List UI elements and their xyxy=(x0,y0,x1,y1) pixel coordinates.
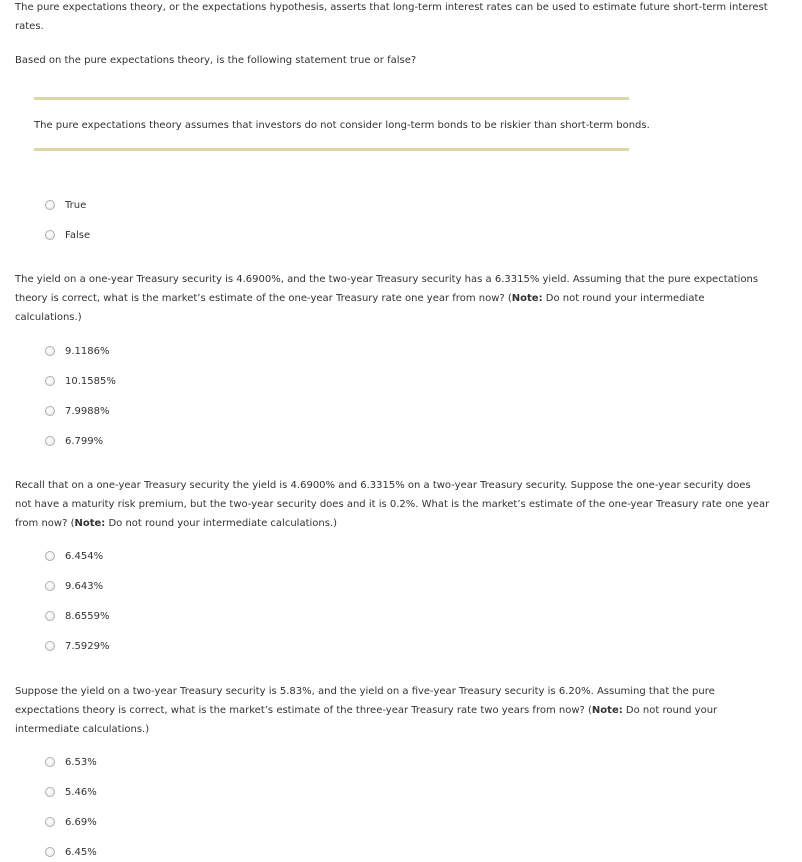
q4-line-3: intermediate calculations.) xyxy=(15,724,150,735)
q3-option-1[interactable] xyxy=(45,549,103,563)
q2-option-3[interactable] xyxy=(45,404,110,418)
q2-option-1[interactable] xyxy=(45,344,110,358)
radio-icon[interactable] xyxy=(45,847,55,857)
radio-icon[interactable] xyxy=(45,436,55,446)
radio-icon[interactable] xyxy=(45,551,55,561)
q2-prompt xyxy=(15,270,795,327)
q4-line-1: Suppose the yield on a two-year Treasury security is 5.83%, and the yield on a five-year Treasury security is 6.20%. Assuming that the pure xyxy=(15,686,715,697)
radio-icon[interactable] xyxy=(45,406,55,416)
q3-note-text: Do not round your intermediate calculations.) xyxy=(105,518,338,529)
option-label: 6.799% xyxy=(65,435,104,447)
option-label: 6.454% xyxy=(65,550,104,562)
q2-line-3: calculations.) xyxy=(15,312,82,323)
intro-line-1: The pure expectations theory, or the expectations hypothesis, asserts that long-term interest rates can be used to estimate future short-term interest xyxy=(15,2,768,13)
q4-line-2 xyxy=(15,701,795,720)
q4-prompt xyxy=(15,682,795,739)
q4-note-label: Note: xyxy=(591,705,623,716)
q3-option-2[interactable] xyxy=(45,579,103,593)
option-label: 6.53% xyxy=(65,756,97,768)
statement-bottom-divider xyxy=(34,148,629,151)
q2-note-label: Note: xyxy=(511,293,543,304)
radio-icon[interactable] xyxy=(45,581,55,591)
q3-line-2: not have a maturity risk premium, but the two-year security does and it is 0.2%. What is the market’s estimate of the one-year Treasury rate one year xyxy=(15,499,770,510)
radio-icon[interactable] xyxy=(45,757,55,767)
q3-line-3 xyxy=(15,514,800,533)
radio-icon[interactable] xyxy=(45,376,55,386)
radio-icon[interactable] xyxy=(45,230,55,240)
radio-icon[interactable] xyxy=(45,641,55,651)
option-label: 10.1585% xyxy=(65,375,116,387)
option-label: 7.9988% xyxy=(65,405,110,417)
q3-option-4[interactable] xyxy=(45,639,110,653)
option-label: 5.46% xyxy=(65,786,97,798)
q2-line-2-text: theory is correct, what is the market’s estimate of the one-year Treasury rate one year from now? ( xyxy=(15,293,512,304)
option-label: True xyxy=(65,199,87,211)
option-label: 6.45% xyxy=(65,846,97,858)
option-label: 8.6559% xyxy=(65,610,110,622)
option-label: 7.5929% xyxy=(65,640,110,652)
q1-option-true[interactable] xyxy=(45,198,86,212)
q2-option-2[interactable] xyxy=(45,374,116,388)
q4-note-text: Do not round your xyxy=(622,705,718,716)
q3-option-3[interactable] xyxy=(45,609,110,623)
q1-option-false[interactable] xyxy=(45,228,90,242)
radio-icon[interactable] xyxy=(45,200,55,210)
q2-line-1: The yield on a one-year Treasury security is 4.6900%, and the two-year Treasury security has a 6.3315% yield. Assuming that the pure expectations xyxy=(15,274,759,285)
statement-top-divider xyxy=(34,97,629,100)
q2-note-text: Do not round your intermediate xyxy=(542,293,705,304)
q2-line-2 xyxy=(15,289,795,308)
q4-option-4[interactable] xyxy=(45,845,97,859)
radio-icon[interactable] xyxy=(45,611,55,621)
q4-line-2-text: expectations theory is correct, what is the market’s estimate of the three-year Treasury rate two years from now? ( xyxy=(15,705,592,716)
q3-prompt xyxy=(15,476,800,533)
option-label: 9.643% xyxy=(65,580,104,592)
q4-option-1[interactable] xyxy=(45,755,97,769)
radio-icon[interactable] xyxy=(45,787,55,797)
radio-icon[interactable] xyxy=(45,346,55,356)
intro-text xyxy=(15,0,795,36)
option-label: 6.69% xyxy=(65,816,97,828)
q1-prompt: Based on the pure expectations theory, is the following statement true or false? xyxy=(15,55,417,66)
q1-statement: The pure expectations theory assumes that investors do not consider long-term bonds to be riskier than short-term bonds. xyxy=(34,120,650,131)
intro-line-2: rates. xyxy=(15,21,44,32)
q3-line-3-text: from now? ( xyxy=(15,518,75,529)
q3-note-label: Note: xyxy=(74,518,106,529)
q4-option-3[interactable] xyxy=(45,815,97,829)
q3-line-1: Recall that on a one-year Treasury security the yield is 4.6900% and 6.3315% on a two-year Treasury security. Suppose the one-year security does xyxy=(15,480,751,491)
option-label: 9.1186% xyxy=(65,345,110,357)
radio-icon[interactable] xyxy=(45,817,55,827)
q4-option-2[interactable] xyxy=(45,785,97,799)
q2-option-4[interactable] xyxy=(45,434,103,448)
option-label: False xyxy=(65,229,91,241)
